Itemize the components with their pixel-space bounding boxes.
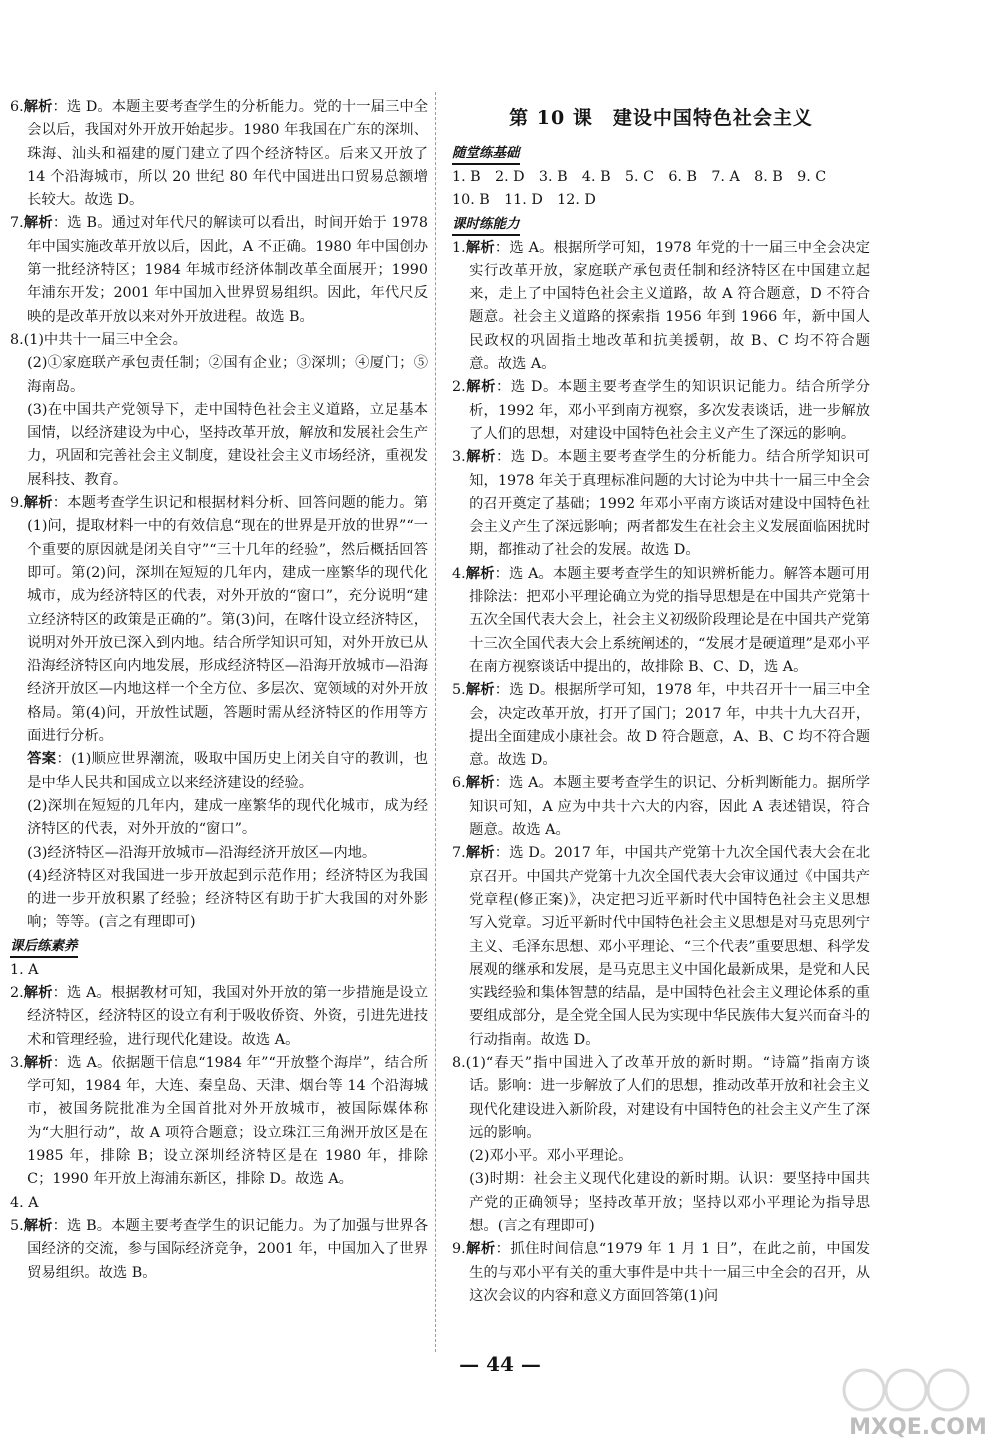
section-heading-in-class: 随堂练基础 xyxy=(452,143,520,165)
after-answer-1: 1. A xyxy=(10,961,39,978)
right-answer-5: 5.解析：选 D。根据所学可知，1978 年，中共召开十一届三中全会，决定改革开放，打开了国门；2017 年，中共十九大召开，提出全面建成小康社会。故 D 符合题意，A、B、C 均不符合题意。故选 D。 xyxy=(452,682,871,769)
watermark-logo xyxy=(836,1360,1000,1443)
column-divider xyxy=(435,92,437,1352)
right-answer-8-3: (3)时期：社会主义现代化建设的新时期。认识：要坚持中国共产党的正确领导；坚持改革开放；坚持以邓小平理论为指导思想。(言之有理即可) xyxy=(469,1171,870,1235)
svg-text:MXQE.COM: MXQE.COM xyxy=(849,1415,987,1440)
answer-7: 7.解析：选 B。通过对年代尺的解读可以看出，时间开始于 1978 年中国实施改革开放以后，因此，A 不正确。1980 年中国创办第一批经济特区；1984 年城市经济体制改革全面展开；1990 年浦东开发；2001 年中国加入世界贸易组织。因此，年代尺反映的是改革开放以来对外开放进程。故选 B。 xyxy=(10,215,428,325)
after-answer-3: 3.解析：选 A。依据题干信息“1984 年”“开放整个海岸”，结合所学可知，1984 年，大连、秦皇岛、天津、烟台等 14 个沿海城市，被国务院批准为全国首批对外开放城市，被国际媒体称为“大胆行动”，故 A 项符合题意；设立珠江三角洲开放区是在 1985 年，排除 B；设立深圳经济特区是在 1980 年，排除 C；1990 年开放上海浦东新区，排除 D。故选 A。 xyxy=(10,1054,428,1188)
quick-answers-line-1: 1. B 2. D 3. B 4. B 5. C 6. B 7. A 8. B 9. C xyxy=(452,169,827,185)
right-answer-1: 1.解析：选 A。根据所学可知，1978 年党的十一届三中全会决定实行改革开放，家庭联产承包责任制和经济特区在中国建立起来，走上了中国特色社会主义道路，故 A 符合题意，D 不符合题意。社会主义道路的探索指 1956 年到 1966 年，新中国人民政权的巩固指土地改革和抗美援朝，故 B、C 均不符合题意。故选 A。 xyxy=(452,239,871,373)
answer-8-3: (3)在中国共产党领导下，走中国特色社会主义道路，立足基本国情，以经济建设为中心，坚持改革开放，解放和发展社会生产力，巩固和完善社会主义制度，建设社会主义市场经济，重视发展科技、教育。 xyxy=(27,401,428,488)
answer-6: 6.解析：选 D。本题主要考查学生的分析能力。党的十一届三中全会以后，我国对外开放开始起步。1980 年我国在广东的深圳、珠海、汕头和福建的厦门建立了四个经济特区。后来又开放了 14 个沿海城市，所以 20 世纪 80 年代中国进出口贸易总额增长较大。故选 D。 xyxy=(10,99,428,209)
right-answer-2: 2.解析：选 D。本题主要考查学生的知识识记能力。结合所学分析，1992 年，邓小平到南方视察，多次发表谈话，进一步解放了人们的思想，对建设中国特色社会主义产生了深远的影响。 xyxy=(452,379,870,442)
quick-answers-line-2: 10. B 11. D 12. D xyxy=(452,192,596,209)
right-answer-6: 6.解析：选 A。本题主要考查学生的识记、分析判断能力。据所学知识可知，A 应为中共十六大的内容，因此 A 表述错误，符合题意。故选 A。 xyxy=(452,775,870,839)
answer-9-key: 答案：(1)顺应世界潮流，吸取中国历史上闭关自守的教训，也是中华人民共和国成立以来经济建设的经验。 xyxy=(27,751,429,791)
right-answer-3: 3.解析：选 D。本题主要考查学生的分析能力。结合所学知识可知，1978 年关于真理标准问题的大讨论为中共十一届三中全会的召开奠定了基础；1992 年邓小平南方谈话对建设中国特色社会主义产生了深远影响；两者都发生在社会主义发展面临困扰时期，都推动了社会的发展。故选 D。 xyxy=(452,449,870,559)
page-number: — 44 — xyxy=(459,1352,541,1376)
answer-9-key-4: (4)经济特区对我国进一步开放起到示范作用；经济特区为我国的进一步开放积累了经验；经济特区有助于扩大我国的对外影响；等等。(言之有理即可) xyxy=(27,867,428,931)
right-column xyxy=(452,142,870,1308)
section-heading-after-class: 课后练素养 xyxy=(10,936,78,958)
right-answer-9: 9.解析：抓住时间信息“1979 年 1 月 1 日”，在此之前，中国发生的与邓小平有关的重大事件是中共十一届三中全会的召开，从这次会议的内容和意义方面回答第(1)问 xyxy=(452,1241,870,1304)
after-answer-2: 2.解析：选 A。根据教材可知，我国对外开放的第一步措施是设立经济特区，经济特区的设立有利于吸收侨资、外资，引进先进技术和管理经验，进行现代化建设。故选 A。 xyxy=(10,984,428,1048)
right-answer-7: 7.解析：选 D。2017 年，中国共产党第十九次全国代表大会在北京召开。中国共产党第十九次全国代表大会审议通过《中国共产党章程(修正案)》，决定把习近平新时代中国特色社会主义思想写入党章。习近平新时代中国特色社会主义思想是对马克思列宁主义、毛泽东思想、邓小平理论、“三个代表”重要思想、科学发展观的继承和发展，是马克思主义中国化最新成果，是党和人民实践经验和集体智慧的结晶，是中国特色社会主义理论体系的重要组成部分，是全党全国人民为实现中华民族伟大复兴而奋斗的行动指南。故选 D。 xyxy=(452,845,871,1048)
after-answer-5: 5.解析：选 B。本题主要考查学生的识记能力。为了加强与世界各国经济的交流，参与国际经济竞争，2001 年，中国加入了世界贸易组织。故选 B。 xyxy=(10,1217,428,1281)
left-column xyxy=(10,96,428,1285)
answer-8-2: (2)①家庭联产承包责任制；②国有企业；③深圳；④厦门；⑤海南岛。 xyxy=(27,355,428,395)
right-answer-8-1: 8.(1)“春天”指中国进入了改革开放的新时期。“诗篇”指南方谈话。影响：进一步解放了人们的思想，推动改革开放和社会主义现代化建设进入新阶段，对建设有中国特色的社会主义产生了深远的影响。 xyxy=(452,1054,870,1141)
lesson-title: 第 10 课 建设中国特色社会主义 xyxy=(509,107,813,129)
answer-9-key-2: (2)深圳在短短的几年内，建成一座繁华的现代化城市，成为经济特区的代表，对外开放的“窗口”。 xyxy=(27,797,428,838)
answer-9: 9.解析：本题考查学生识记和根据材料分析、回答问题的能力。第(1)问，提取材料一中的有效信息“现在的世界是开放的世界”“一个重要的原因就是闭关自守”“三十几年的经验”，然后概括回答即可。第(2)问，深圳在短短的几年内，建成一座繁华的现代化城市，成为经济特区的代表，对外开放的“窗口”，充分说明“建立经济特区的政策是正确的”。第(3)问，在喀什设立经济特区，说明对外开放已深入到内地。结合所学知识可知，对外开放已从沿海经济特区向内地发展，形成经济特区—沿海开放城市—沿海经济开放区—内地这样一个全方位、多层次、宽领域的对外开放格局。第(4)问，开放性试题，答题时需从经济特区的作用等方面进行分析。 xyxy=(10,495,429,745)
right-answer-8-2: (2)邓小平。邓小平理论。 xyxy=(469,1148,633,1165)
section-heading-class-hour: 课时练能力 xyxy=(452,214,520,236)
answer-9-key-3: (3)经济特区—沿海开放城市—沿海经济开放区—内地。 xyxy=(27,844,377,861)
after-answer-4: 4. A xyxy=(10,1194,39,1211)
answer-8-1: 8.(1)中共十一届三中全会。 xyxy=(10,331,187,348)
right-answer-4: 4.解析：选 A。本题主要考查学生的知识辨析能力。解答本题可用排除法：把邓小平理论确立为党的指导思想是在中国共产党第十五次全国代表大会上，社会主义初级阶段理论是在中国共产党第十三次全国代表大会上系统阐述的，“发展才是硬道理”是邓小平在南方视察谈话中提出的，故排除 B、C、D，选 A。 xyxy=(452,565,870,675)
